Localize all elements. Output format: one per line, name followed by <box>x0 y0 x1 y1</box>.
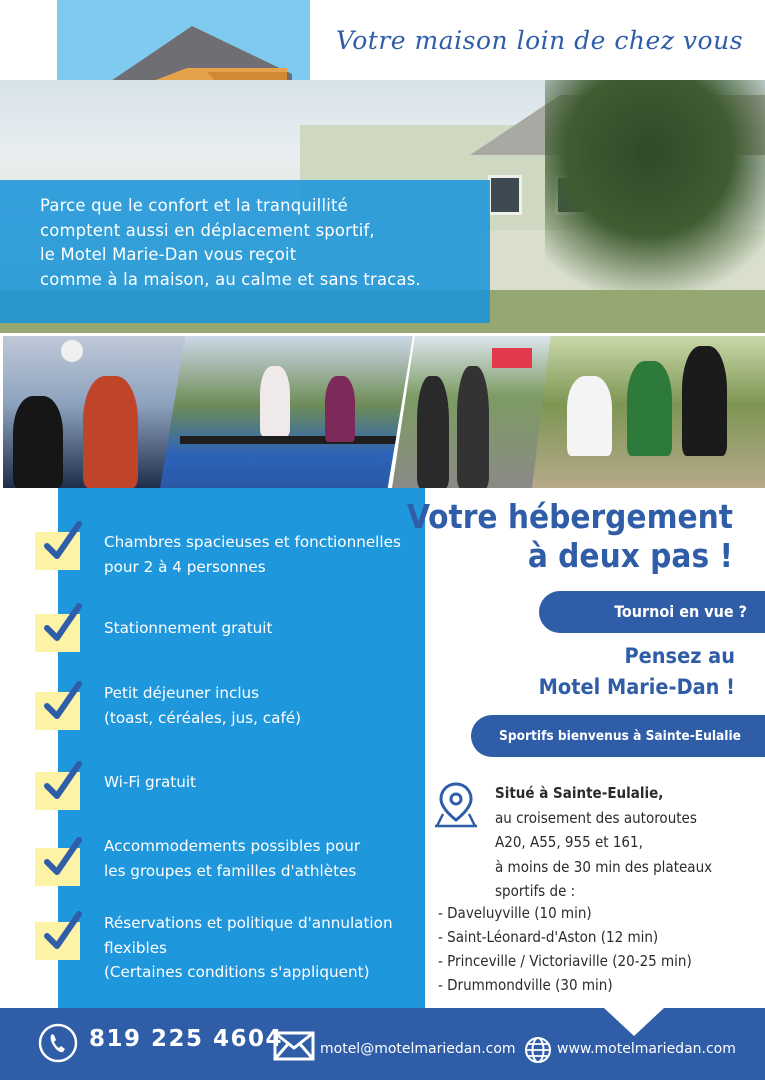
headline-line: Votre hébergement <box>406 497 733 536</box>
feature-line: (toast, céréales, jus, café) <box>104 708 302 727</box>
features-panel <box>58 488 425 1008</box>
footer-notch <box>604 1008 664 1036</box>
subheadline <box>539 641 735 703</box>
welcome-banner: Sportifs bienvenus à Sainte-Eulalie <box>471 715 765 757</box>
feature-line: Wi-Fi gratuit <box>104 773 197 791</box>
running-photo <box>392 336 555 488</box>
feature-line: les groupes et familles d'athlètes <box>104 861 357 880</box>
check-icon <box>39 910 85 950</box>
check-icon <box>39 836 85 876</box>
mail-icon <box>273 1030 315 1062</box>
tent <box>492 348 532 368</box>
steeplechase-photo <box>160 336 413 488</box>
check-icon <box>39 602 85 642</box>
feature-line: Stationnement gratuit <box>104 619 273 637</box>
location-block <box>495 781 712 904</box>
intro-line: comme à la maison, au calme et sans tracas. <box>40 269 421 289</box>
town-item: - Princeville / Victoriaville (20-25 min) <box>438 952 692 970</box>
subheadline-line: Pensez au <box>624 644 735 669</box>
feature-note: (Certaines conditions s'appliquent) <box>104 963 370 981</box>
volleyball-photo <box>3 336 185 488</box>
location-line: sportifs de : <box>495 882 576 900</box>
intro-line: le Motel Marie-Dan vous reçoit <box>40 245 297 264</box>
feature-line: Petit déjeuner inclus <box>104 684 260 702</box>
check-icon <box>39 760 85 800</box>
location-pin-icon <box>431 780 481 830</box>
check-icon <box>39 520 85 560</box>
location-line: au croisement des autoroutes <box>495 808 697 827</box>
feature-line: Accommodements possibles pour <box>104 837 361 855</box>
player <box>13 396 63 488</box>
window <box>488 175 522 215</box>
location-head: Situé à Sainte-Eulalie, <box>495 784 664 802</box>
town-item: - Daveluyville (10 min) <box>438 904 592 922</box>
town-item: - Saint-Léonard-d'Aston (12 min) <box>438 928 659 946</box>
feature-line: pour 2 à 4 personnes <box>104 557 266 576</box>
mountain-bike-photo <box>532 336 765 488</box>
intro-line: comptent aussi en déplacement sportif, <box>40 220 375 240</box>
runner <box>457 366 489 488</box>
hurdle <box>180 436 410 444</box>
website-link[interactable]: www.motelmariedan.com <box>557 1041 736 1057</box>
feature-line: flexibles <box>104 938 167 957</box>
cyclist <box>627 361 672 456</box>
runner <box>417 376 449 488</box>
check-icon <box>39 680 85 720</box>
athlete <box>260 366 290 436</box>
intro-panel <box>0 180 490 323</box>
location-line: à moins de 30 min des plateaux <box>495 857 713 876</box>
tournament-banner: Tournoi en vue ? <box>539 591 765 633</box>
slogan: Votre maison loin de chez vous <box>336 26 744 55</box>
headline <box>407 497 733 575</box>
town-item: - Drummondville (30 min) <box>438 976 613 994</box>
phone-icon <box>37 1022 79 1064</box>
headline-line: à deux pas ! <box>527 536 733 575</box>
player <box>83 376 138 488</box>
globe-icon <box>524 1036 552 1064</box>
cyclist <box>682 346 727 456</box>
cyclist <box>567 376 612 456</box>
location-line: A20, A55, 955 et 161, <box>495 833 643 851</box>
athlete <box>325 376 355 442</box>
tree <box>545 80 765 290</box>
intro-line: Parce que le confort et la tranquillité <box>40 196 348 215</box>
feature-line: Chambres spacieuses et fonctionnelles <box>104 533 401 551</box>
subheadline-line: Motel Marie-Dan ! <box>538 675 735 700</box>
towns-list <box>438 901 692 997</box>
phone-number[interactable]: 819 225 4604 <box>89 1026 284 1052</box>
feature-line: Réservations et politique d'annulation <box>104 914 393 932</box>
email-link[interactable]: motel@motelmariedan.com <box>320 1041 516 1057</box>
volleyball <box>61 340 83 362</box>
